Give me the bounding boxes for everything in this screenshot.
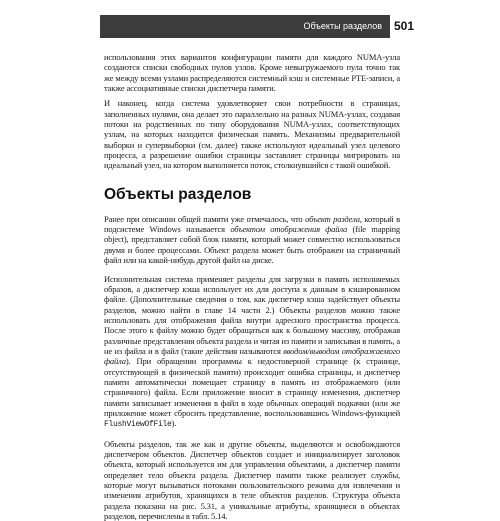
paragraph: И наконец, когда система удовлетворяет свои потребности в страницах, заполненных нулями, она делает это параллельно на разных NUMA-узлах, создавая потоки на родственных по типу оборудования NUMA-узлах, соответствующих узлам, на которых находится физическая память. Механизмы предварительной выборки и супервыборки (см. далее) также используют идеальный узел целевого процесса, а разрешение ошибки страницы заставляет страницы мигрировать на идеальный узел, на котором выполняется поток, столкнувшийся с такой ошибкой. — [104, 98, 400, 171]
section-heading: Объекты разделов — [104, 185, 252, 203]
paragraph: Объекты разделов, так же как и другие объекты, выделяются и освобождаются диспетчером объектов. Диспетчер объектов создает и инициализирует заголовок объекта, который используется им для управления объектами, а диспетчер памяти определяет тело объекта раздела. Диспетчер памяти также реализует службы, которые могут вызываться потоками пользовательского режима для извлечения и изменения атрибутов, хранящихся в теле объектов разделов. Структура объекта раздела показана на рис. 5.31, а уникальные атрибуты, хранящиеся в объектах разделов, перечислены в табл. 5.14. — [104, 438, 400, 521]
term-italic: объект раздела — [305, 213, 360, 224]
page-number: 501 — [394, 19, 415, 33]
paragraph: Ранее при описании общей памяти уже отмечалось, что объект раздела, который в подсистеме Windows называется объектом отображения файла (file mapping object), представляет собой блок памяти, который может совместно использоваться двумя и более процессами. Объект раздела может быть отображен на страничный файл или на какой-нибудь другой файл на диске. — [104, 213, 400, 266]
term-italic: объектом отображения файла — [230, 224, 348, 235]
header-title: Объекты разделов — [303, 21, 382, 31]
page-body — [104, 52, 400, 521]
function-name: FlushViewOfFile — [104, 420, 172, 430]
term-italic: вводом/выводом отображаемого файла — [104, 345, 400, 367]
paragraph: использования этих вариантов конфигурации памяти для каждого NUMA-узла создаются списки свободных пулов узлов. Кроме невыгружаемого пула точно так же между всеми узлами распределяются системный кэш и системные PTE-записи, а также ассоциативные списки диспетчера памяти. — [104, 52, 400, 94]
running-header — [100, 15, 390, 38]
paragraph: Исполнительная система применяет разделы для загрузки в память исполняемых образов, а диспетчер кэша использует их для доступа к данным в кэшированном файле. (Дополнительные сведения о том, как диспетчер кэша задействует объекты разделов, можно найти в главе 14 части 2.) Объекты разделов можно также использовать для отображения файла внутри адресного пространства процесса. После этого к файлу можно будет обращаться как к большому массиву, отображая различные представления объекта раздела и читая из памяти и записывая в память, а не из файла и в файл (такие действия называются вводом/выводом отображаемого файла). При обращении программы к недостоверной странице (к странице, отсутствующей в физической памяти) происходит ошибка страницы, и диспетчер памяти автоматически помещает страницу в память из отображаемого (или страничного) файла. Если приложение вносит в страницу изменения, диспетчер памяти записывает изменения в файл в ходе обычных операций подкачки (или же приложение может сбросить представление, воспользовавшись Windows-функцией FlushViewOfFile). — [104, 273, 400, 430]
